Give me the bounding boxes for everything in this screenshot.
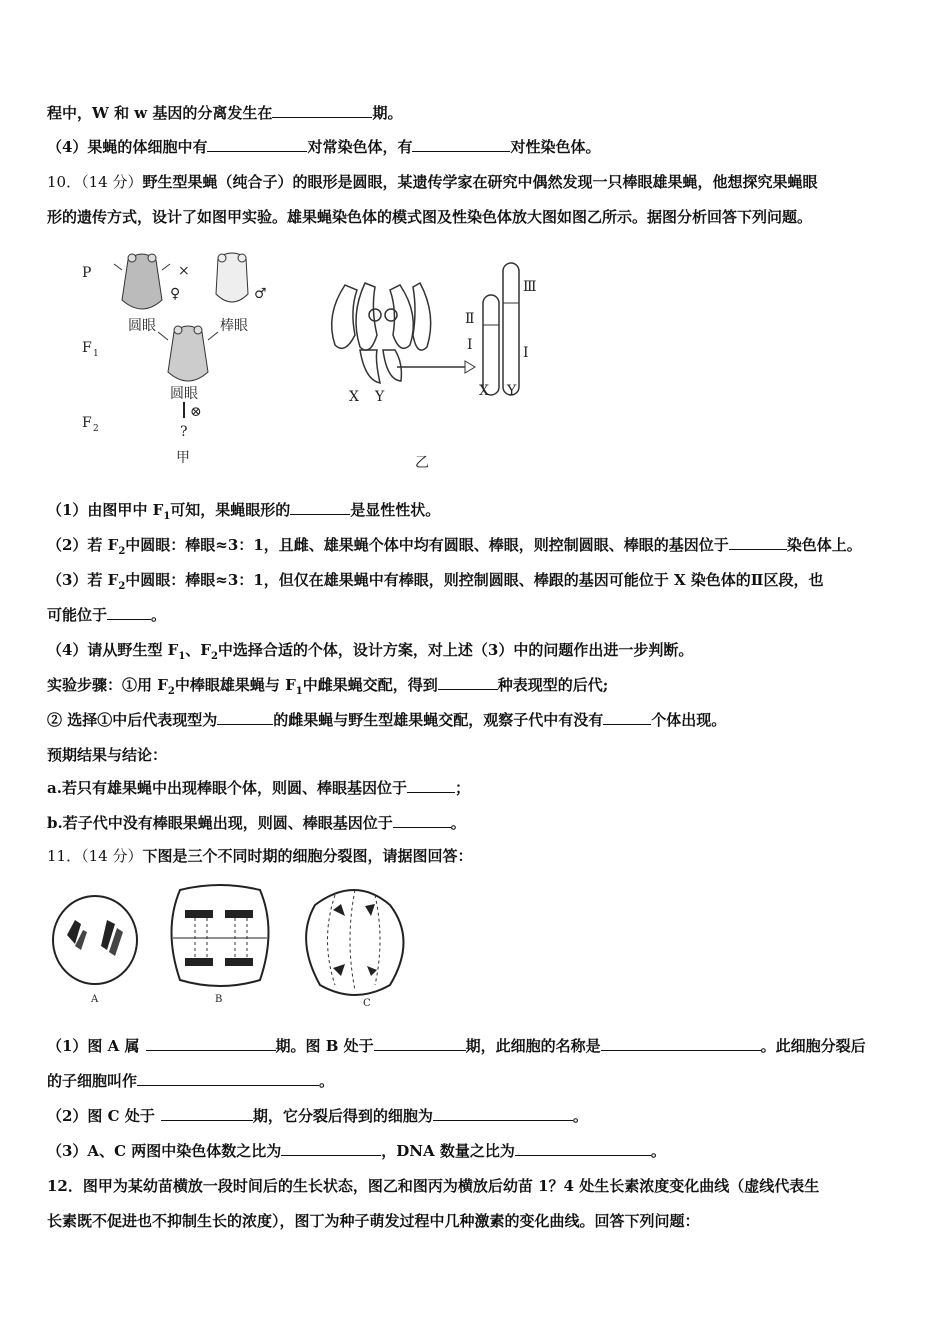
caption-yi: 乙 (415, 455, 429, 470)
q11-p1: （1）图 A 属 期。图 B 处于 期，此细胞的名称是 。此细胞分裂后 (47, 1037, 866, 1055)
q10-step1: 实验步骤：①用 $F_2$中棒眼雄果蝇与 $F_1$中雌果蝇交配，得到 种表现型的后代; (47, 676, 609, 697)
label-y: Y (375, 389, 385, 405)
q10-header-line2: 形的遗传方式，设计了如图甲实验。雄果蝇染色体的模式图及性染色体放大图如图乙所示。据图分析回答下列问题。 (47, 208, 813, 226)
blank[interactable] (412, 137, 510, 152)
blank[interactable] (161, 1106, 253, 1121)
blank[interactable] (601, 1036, 761, 1051)
q12-line1: 12．图甲为某幼苗横放一段时间后的生长状态，图乙和图丙为横放后幼苗 1？4 处生长素浓度变化曲线（虚线代表生 (47, 1177, 820, 1195)
label-f1: F (82, 340, 92, 356)
blank[interactable] (438, 675, 498, 690)
q9-line1: 程中，W 和 w 基因的分离发生在 期。 (47, 104, 403, 122)
chromosome-set-drawing (332, 283, 431, 383)
self-cross-symbol: ⊗ (190, 404, 202, 420)
blank[interactable] (281, 1141, 381, 1156)
x-chromosome-drawing (483, 295, 499, 395)
label-f1-round-eye: 圆眼 (170, 386, 198, 402)
svg-text:1: 1 (93, 349, 99, 359)
male-fly-drawing (216, 253, 248, 302)
q10-p2: （2）若 $F_2$中圆眼：棒眼≈3：1，且雌、雄果蝇个体中均有圆眼、棒眼，则控制圆眼、棒眼的基因位于 染色体上。 (47, 536, 862, 557)
blank[interactable] (729, 535, 787, 550)
label-x: X (349, 389, 359, 405)
cell-a-drawing (53, 896, 137, 984)
blank[interactable] (217, 710, 273, 725)
label-region-iii: Ⅲ (523, 279, 537, 295)
question-mark: ? (180, 424, 188, 440)
figure-cell-division (45, 880, 425, 1015)
female-symbol: ♀ (170, 286, 181, 302)
q10-header: 10．（14 分）野生型果蝇（纯合子）的眼形是圆眼，某遗传学家在研究中偶然发现一只棒眼雄果蝇，他想探究果蝇眼 (47, 173, 818, 191)
blank[interactable] (146, 1036, 276, 1051)
label-f2: F (82, 415, 92, 431)
q10-p1: （1）由图甲中 $F_1$可知，果蝇眼形的 是显性性状。 (47, 501, 441, 522)
label-c: C (363, 998, 371, 1009)
label-round-eye: 圆眼 (128, 318, 156, 334)
blank[interactable] (290, 500, 350, 515)
label-bar-eye: 棒眼 (220, 318, 248, 334)
female-fly-drawing (114, 254, 170, 309)
q10-result-a: a.若只有雄果蝇中出现棒眼个体，则圆、棒眼基因位于 ； (47, 779, 470, 797)
cell-c-drawing (306, 890, 403, 995)
y-chromosome-drawing (503, 263, 519, 395)
blank[interactable] (393, 813, 451, 828)
q11-p3: （3）A、C 两图中染色体数之比为 ，DNA 数量之比为 。 (47, 1142, 666, 1160)
blank[interactable] (137, 1071, 319, 1086)
blank[interactable] (107, 605, 151, 620)
blank[interactable] (407, 778, 455, 793)
svg-text:2: 2 (93, 424, 99, 434)
f1-fly-drawing (158, 326, 218, 381)
q10-p3: （3）若 $F_2$中圆眼：棒眼≈3：1，但仅在雄果蝇中有棒眼，则控制圆眼、棒跟的基因可能位于 X 染色体的Ⅱ区段，也 (47, 571, 824, 592)
q9-line2: （4）果蝇的体细胞中有 对常染色体，有 对性染色体。 (47, 138, 601, 156)
label-region-ii: Ⅱ (465, 311, 475, 327)
label-y-enlarged: Y (507, 383, 517, 399)
blank[interactable] (272, 103, 372, 118)
q10-result-b: b.若子代中没有棒眼果蝇出现，则圆、棒眼基因位于 。 (47, 814, 466, 832)
q11-header: 11．（14 分）下图是三个不同时期的细胞分裂图，请据图回答： (47, 847, 473, 865)
caption-jia: 甲 (176, 450, 190, 466)
male-symbol: ♂ (254, 286, 267, 302)
cell-b-drawing (172, 885, 269, 986)
label-b: B (215, 994, 223, 1005)
q11-p1-line2: 的子细胞叫作 。 (47, 1072, 335, 1090)
blank[interactable] (207, 137, 307, 152)
q11-p2: （2）图 C 处于 期，它分裂后得到的细胞为 。 (47, 1107, 588, 1125)
blank[interactable] (515, 1141, 651, 1156)
label-p: P (82, 265, 92, 281)
cross-sign: × (178, 263, 190, 279)
blank[interactable] (374, 1036, 466, 1051)
figure-jia (70, 240, 280, 470)
label-region-i: Ⅰ (467, 337, 473, 353)
label-x-enlarged: X (479, 383, 489, 399)
figure-yi (305, 255, 555, 470)
blank[interactable] (603, 710, 651, 725)
q12-line2: 长素既不促进也不抑制生长的浓度），图丁为种子萌发过程中几种激素的变化曲线。回答下列问题： (47, 1212, 700, 1230)
label-region-i-y: Ⅰ (523, 345, 529, 361)
blank[interactable] (433, 1106, 573, 1121)
q10-p3-line2: 可能位于 。 (47, 606, 167, 624)
label-a: A (91, 994, 99, 1005)
q10-step2: ② 选择①中后代表现型为 的雌果蝇与野生型雄果蝇交配，观察子代中有没有 个体出现。 (47, 711, 727, 729)
q10-p4: （4）请从野生型 $F_1$、$F_2$中选择合适的个体，设计方案，对上述（3）中的问题作出进一步判断。 (47, 641, 694, 662)
q10-expect: 预期结果与结论： (47, 746, 168, 764)
